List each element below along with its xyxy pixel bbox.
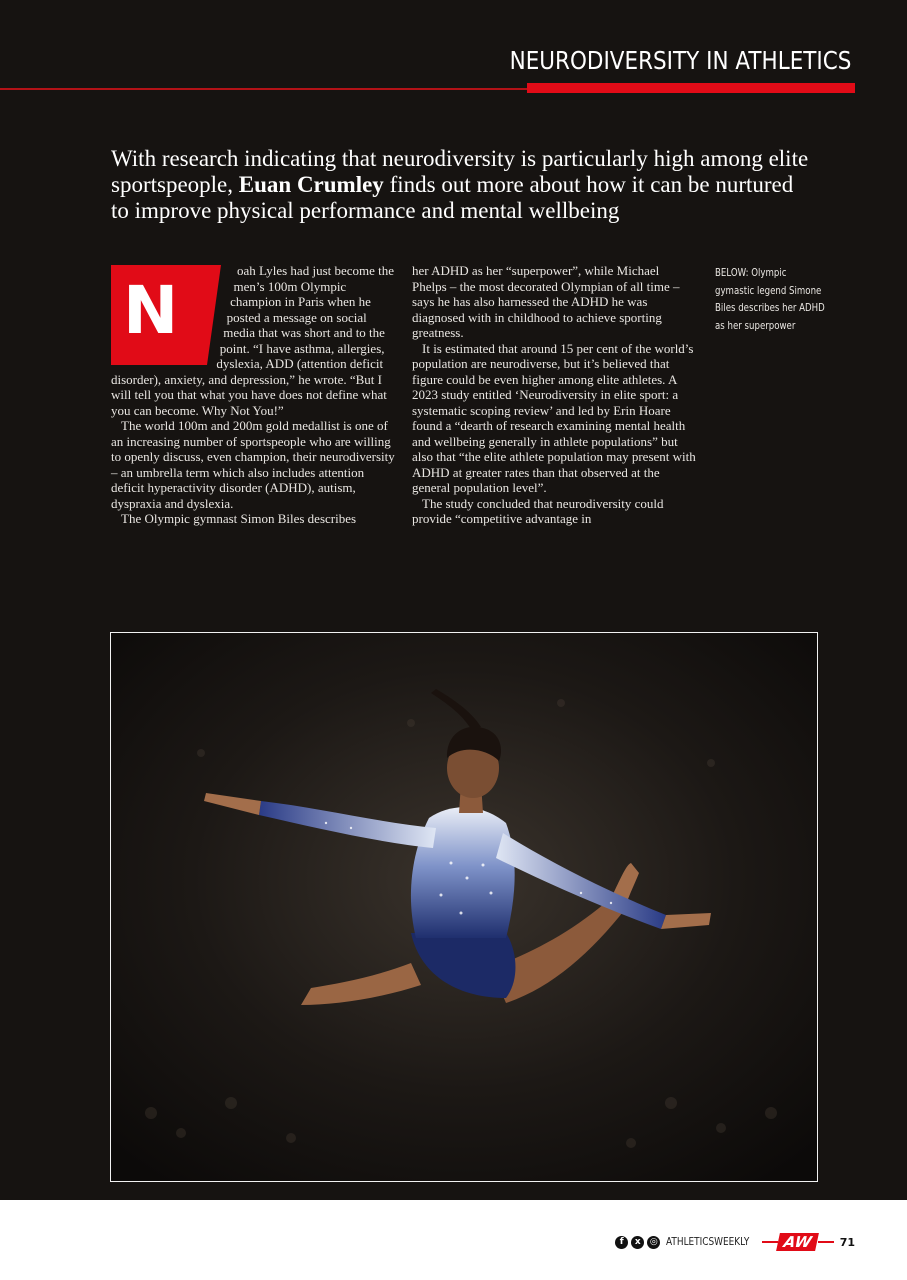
social-icons (615, 1236, 660, 1249)
logo-text: AW (776, 1233, 819, 1251)
article-paragraph: her ADHD as her “superpower”, while Michael Phelps – the most decorated Olympian of all time – says he has also harnessed the ADHD he was diagnosed with in childhood to achieve sporting greatness. (412, 263, 680, 340)
author-name: Euan Crumley (238, 172, 384, 197)
article-paragraph: oah Lyles had just become the men’s 100m Olympic champion in Paris when he posted a message on social media that was short and to the point. “I have asthma, allergies, dyslexia, ADD (attention deficit disorder), anxiety, and depression,” he wrote. “But I will tell you that what you have does not define what you can become. Why Not You!” (111, 263, 395, 418)
logo-line-left (762, 1241, 778, 1243)
standfirst-text-end: finds out more about how it can be nurtured to improve physical performance and mental wellbeing (111, 172, 794, 223)
header-accent-bar (527, 83, 855, 93)
dropcap-letter: N (123, 272, 179, 349)
photo-caption: BELOW: Olympic gymastic legend Simone Biles describes her ADHD as her superpower (715, 267, 825, 332)
x-icon[interactable]: x (631, 1236, 644, 1249)
standfirst-text: With research indicating that neurodiversity is particularly high among elite sportspeople, (111, 146, 809, 197)
facebook-icon[interactable]: f (615, 1236, 628, 1249)
gymnast-photo (110, 632, 818, 1182)
logo-line-right (818, 1241, 834, 1243)
article-paragraph: The study concluded that neurodiversity could provide “competitive advantage in (412, 495, 664, 526)
page-footer (615, 1232, 855, 1252)
article-paragraph: It is estimated that around 15 per cent of the world’s population are neurodiverse, but it’s believed that figure could be even higher among elite athletes. A 2023 study entitled ‘Neurodiversity in elite sport: a systematic scoping review’ and led by Erin Hoare found a “dearth of research examining mental health and wellbeing generally in athlete populations” but also that “the elite athlete population may present with ADHD at greater rates than that observed at the general population level”. (412, 340, 696, 495)
article-column-1 (111, 263, 396, 527)
article-paragraph: The world 100m and 200m gold medallist is one of an increasing number of sportspeople who are willing to openly discuss, even champion, their neurodiversity – an umbrella term which also includes attention deficit hyperactivity disorder (ADHD), autism, dyspraxia and dyslexia. (111, 418, 395, 511)
instagram-icon[interactable]: ◎ (647, 1236, 660, 1249)
standfirst (111, 146, 811, 224)
article-column-2 (412, 263, 697, 527)
section-title: NEURODIVERSITY IN ATHLETICS (509, 46, 851, 75)
aw-logo (762, 1233, 833, 1251)
dropcap (111, 265, 229, 365)
page-number: 71 (839, 1235, 855, 1249)
article-paragraph: The Olympic gymnast Simon Biles describes (121, 511, 357, 526)
social-handle: ATHLETICSWEEKLY (666, 1236, 750, 1248)
gymnast-illustration (111, 633, 817, 1181)
